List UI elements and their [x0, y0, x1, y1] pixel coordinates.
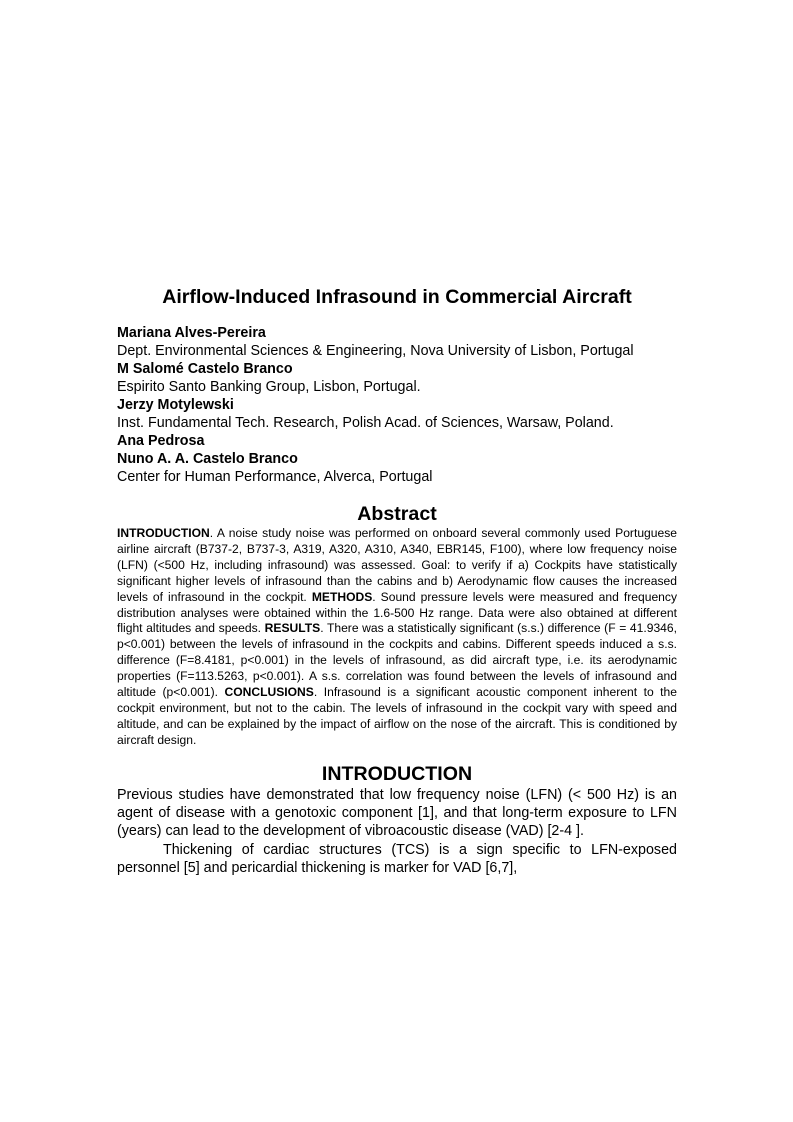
abstract-intro-label: INTRODUCTION [117, 526, 210, 540]
introduction-heading: INTRODUCTION [321, 762, 473, 785]
abstract-body [117, 526, 677, 749]
author-name: Ana Pedrosa [117, 433, 205, 449]
abstract-heading: Abstract [357, 503, 437, 525]
abstract-results-text: . There was a statistically significant (s.s.) difference (F = 41.9346, p<0.001) between the levels of infrasound in the cockpits and cabins. Different speeds induced a s.s. difference (F=8.4181, p<0.001) in the levels of infrasound, as did aircraft type, i.e. its aerodynamic properties (F=113.5263, p<0.001). A s.s. correlation was found between the levels of infrasound and altitude (p<0.001). [117, 621, 677, 700]
author-affiliation: Dept. Environmental Sciences & Engineering, Nova University of Lisbon, Portugal [117, 343, 634, 359]
author-name: Mariana Alves-Pereira [117, 325, 266, 341]
abstract-conclusions-label: CONCLUSIONS [224, 685, 314, 700]
paper-page [117, 284, 677, 877]
introduction-paragraph-1: Previous studies have demonstrated that low frequency noise (LFN) (< 500 Hz) is an agent of disease with a genotoxic component [1], and that long-term exposure to LFN (years) can lead to the development of vibroacoustic disease (VAD) [2-4 ]. [117, 786, 677, 840]
author-affiliation: Inst. Fundamental Tech. Research, Polish Acad. of Sciences, Warsaw, Poland. [117, 415, 614, 431]
abstract-methods-label: METHODS [311, 589, 373, 604]
author-affiliation: Espirito Santo Banking Group, Lisbon, Portugal. [117, 379, 421, 395]
abstract-conclusions-text: . Infrasound is a significant acoustic component inherent to the cockpit environment, but not to the cabin. The levels of infrasound in the cockpit vary with speed and altitude, and can be explained by the impact of airflow on the nose of the aircraft. This is conditioned by aircraft design. [117, 685, 677, 747]
abstract-methods-text: . Sound pressure levels were measured and frequency distribution analyses were obtained within the 1.6-500 Hz range. Data were also obtained at different flight altitudes and speeds. [117, 589, 677, 636]
paper-title: Airflow-Induced Infrasound in Commercial Aircraft [162, 286, 632, 308]
author-name: Nuno A. A. Castelo Branco [117, 451, 298, 467]
author-list [117, 324, 677, 486]
abstract-results-label: RESULTS [264, 621, 321, 636]
abstract-intro-text: . A noise study noise was performed on onboard several commonly used Portuguese airline aircraft (B737-2, B737-3, A319, A320, A310, A340, EBR145, F100), where low frequency noise (LFN) (<500 Hz, including infrasound) was assessed. Goal: to verify if a) Cockpits have statistically significant higher levels of infrasound than the cabins and b) Aerodynamic flow causes the increased levels of infrasound in the cockpit. [117, 526, 677, 604]
author-name: M Salomé Castelo Branco [117, 361, 293, 377]
author-affiliation: Center for Human Performance, Alverca, Portugal [117, 469, 433, 485]
introduction-paragraph-2: Thickening of cardiac structures (TCS) is a sign specific to LFN-exposed personnel [5] and pericardial thickening is marker for VAD [6,7], [117, 841, 677, 876]
author-name: Jerzy Motylewski [117, 397, 234, 413]
